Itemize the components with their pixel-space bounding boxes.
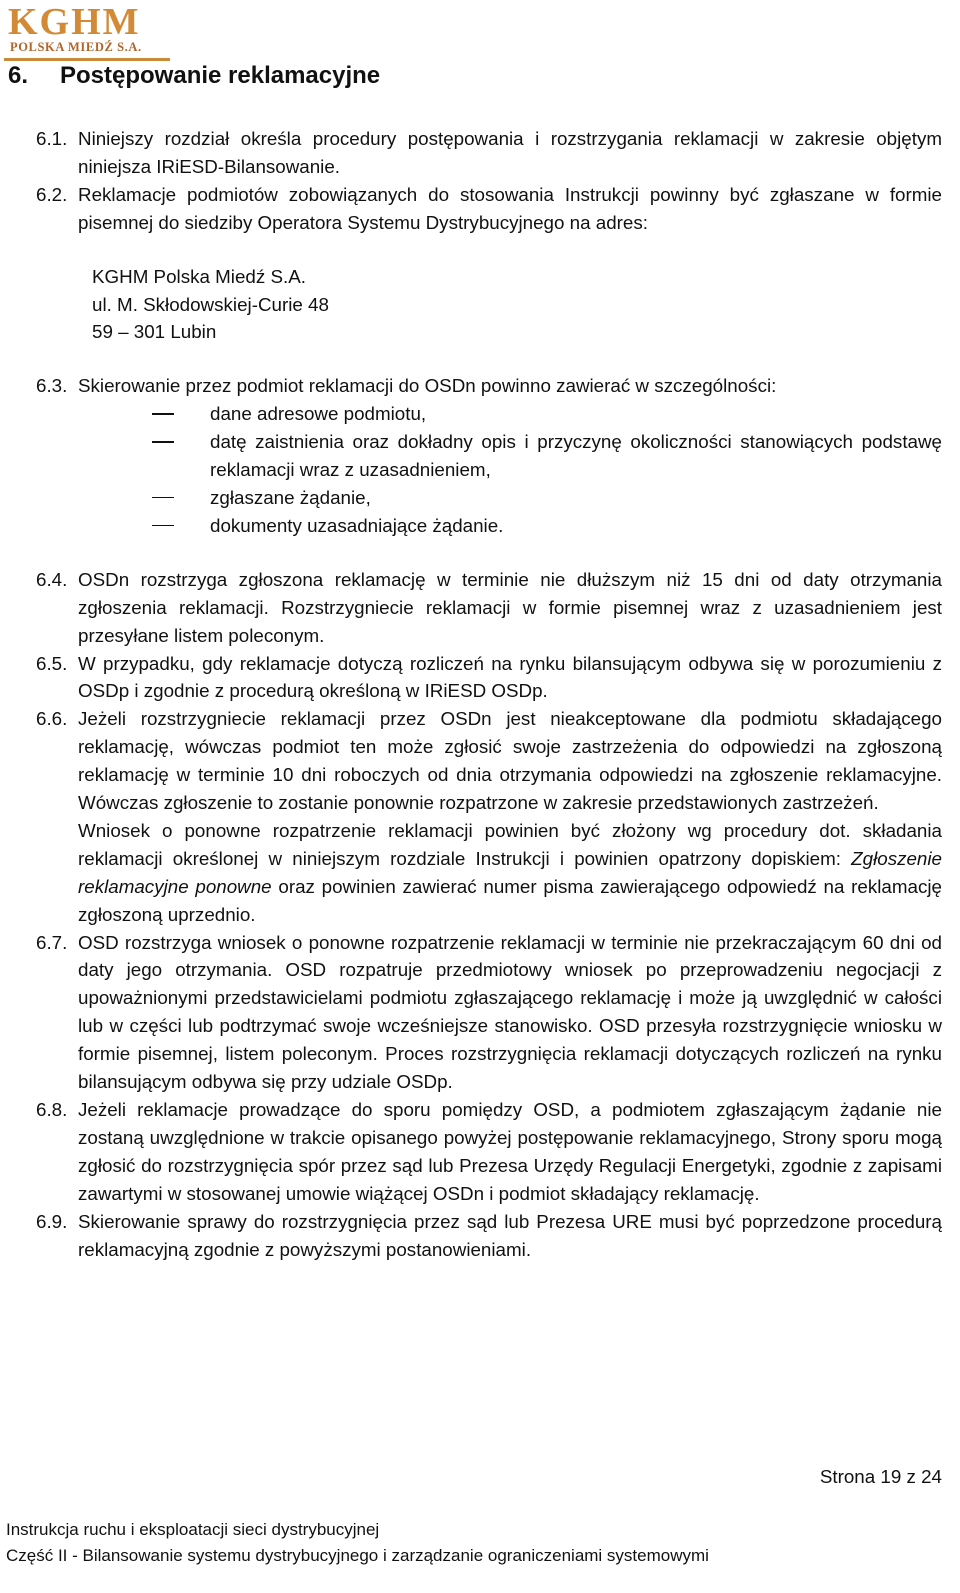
paragraph-number: 6.4. [36,568,68,590]
section-heading [8,62,380,90]
paragraph-number: 6.7. [36,931,68,953]
footer-line-2: Część II - Bilansowanie systemu dystrybucyjnego i zarządzanie ograniczeniami systemowymi [6,1546,709,1565]
list-item: zgłaszane żądanie, [0,484,960,512]
section-title: Postępowanie reklamacyjne [60,62,381,89]
requirements-list [0,400,960,540]
page-footer [6,1517,709,1569]
paragraph-6-6 [0,705,960,817]
paragraph-text: Skierowanie przez podmiot reklamacji do OSDn powinno zawierać w szczególności: [78,375,777,397]
paragraph-6-2 [0,181,960,237]
paragraph-6-6-continuation [0,817,960,929]
paragraph-6-1 [0,125,960,181]
address-block [0,263,960,347]
paragraph-number: 6.5. [36,652,68,674]
list-item: dokumenty uzasadniające żądanie. [0,512,960,540]
paragraph-6-9 [0,1208,960,1264]
emphasized-text: Zgłoszenie reklamacyjne ponowne [78,847,942,897]
address-city: 59 – 301 Lubin [92,321,217,343]
paragraph-number: 6.2. [36,183,68,205]
address-company: KGHM Polska Miedź S.A. [92,265,306,287]
paragraph-6-7 [0,929,960,1096]
paragraph-number: 6.8. [36,1099,68,1120]
paragraph-text: Niniejszy rozdział określa procedury postępowania i rozstrzygania reklamacji w zakresie objętym niniejsza IRiESD-Bilansowanie. [78,128,942,177]
logo-wordmark: KGHM [8,1,141,43]
paragraph-text: W przypadku, gdy reklamacje dotyczą rozliczeń na rynku bilansującym odbywa się w porozumieniu z OSDp i zgodnie z procedurą określoną w IRiESD OSDp. [78,652,942,702]
address-street: ul. M. Skłodowskiej-Curie 48 [92,293,329,315]
section-content [0,125,960,1263]
kghm-logo [4,2,170,61]
continuation-text: oraz powinien zawierać numer pisma zawierającego odpowiedź na reklamację zgłoszoną uprzednio. [78,875,942,925]
list-item: datę zaistnienia oraz dokładny opis i przyczynę okoliczności stanowiących podstawę reklamacji wraz z uzasadnieniem, [0,428,960,484]
paragraph-6-8 [0,1096,960,1208]
paragraph-6-4 [0,566,960,650]
paragraph-text: OSD rozstrzyga wniosek o ponowne rozpatrzenie reklamacji w terminie nie przekraczającym 60 dni od daty jego otrzymania. OSD rozpatruje przedmiotowy wniosek po przeprowadzeniu negocjacji z upoważnionymi przedstawicielami podmiotu zgłaszającego reklamację i może ją uwzględnić w całości lub w części lub podtrzymać swoje wcześniejsze stanowisko. OSD przesyła rozstrzygnięcie wniosku w formie pisemnej, listem poleconym. Proces rozstrzygnięcia reklamacji dotyczących rozliczeń na rynku bilansującym odbywa się przy udziale OSDp. [78,931,942,1093]
logo-subtitle: POLSKA MIEDŹ S.A. [10,40,142,54]
list-item: dane adresowe podmiotu, [0,400,960,428]
footer-line-1: Instrukcja ruchu i eksploatacji sieci dystrybucyjnej [6,1520,380,1539]
paragraph-number: 6.1. [36,128,68,149]
paragraph-6-3 [0,372,960,400]
section-number: 6. [8,62,29,89]
paragraph-text: Jeżeli rozstrzygniecie reklamacji przez OSDn jest nieakceptowane dla podmiotu składającego reklamację, wówczas podmiot ten może zgłosić swoje zastrzeżenia do odpowiedzi na zgłoszoną reklamację w terminie 10 dni roboczych od dnia otrzymania odpowiedzi na zgłoszenie reklamacyjne. Wówczas zgłoszenie to zostanie ponownie rozpatrzone w zakresie przedstawionych zastrzeżeń. [78,708,942,814]
page-number: Strona 19 z 24 [819,1466,942,1487]
paragraph-text: Jeżeli reklamacje prowadzące do sporu pomiędzy OSD, a podmiotem zgłaszającym żądanie nie zostaną uwzględnione w trakcie opisanego powyżej postępowanie reklamacyjnego, Strony sporu mogą zgłosić do rozstrzygnięcia spór przez sąd lub Prezesa Urzędy Regulacji Energetyki, zgodnie z zapisami zawartymi w stosowanej umowie wiążącej OSDn i podmiot składający reklamację. [78,1099,942,1204]
continuation-text: Wniosek o ponowne rozpatrzenie reklamacji powinien być złożony wg procedury dot. składania reklamacji określonej w niniejszym rozdziale Instrukcji i powinien opatrzony dopiskiem: [78,819,942,869]
paragraph-number: 6.9. [36,1210,68,1232]
paragraph-number: 6.6. [36,708,68,730]
paragraph-number: 6.3. [36,375,68,397]
paragraph-text: OSDn rozstrzyga zgłoszona reklamację w terminie nie dłuższym niż 15 dni od daty otrzymania zgłoszenia reklamacji. Rozstrzygniecie reklamacji w formie pisemnej wraz z uzasadnieniem jest przesyłane listem poleconym. [78,568,942,646]
paragraph-6-5 [0,650,960,706]
paragraph-text: Reklamacje podmiotów zobowiązanych do stosowania Instrukcji powinny być zgłaszane w formie pisemnej do siedziby Operatora Systemu Dystrybucyjnego na adres: [78,183,942,233]
paragraph-text: Skierowanie sprawy do rozstrzygnięcia przez sąd lub Prezesa URE musi być poprzedzone procedurą reklamacyjną zgodnie z powyższymi postanowieniami. [78,1210,942,1260]
